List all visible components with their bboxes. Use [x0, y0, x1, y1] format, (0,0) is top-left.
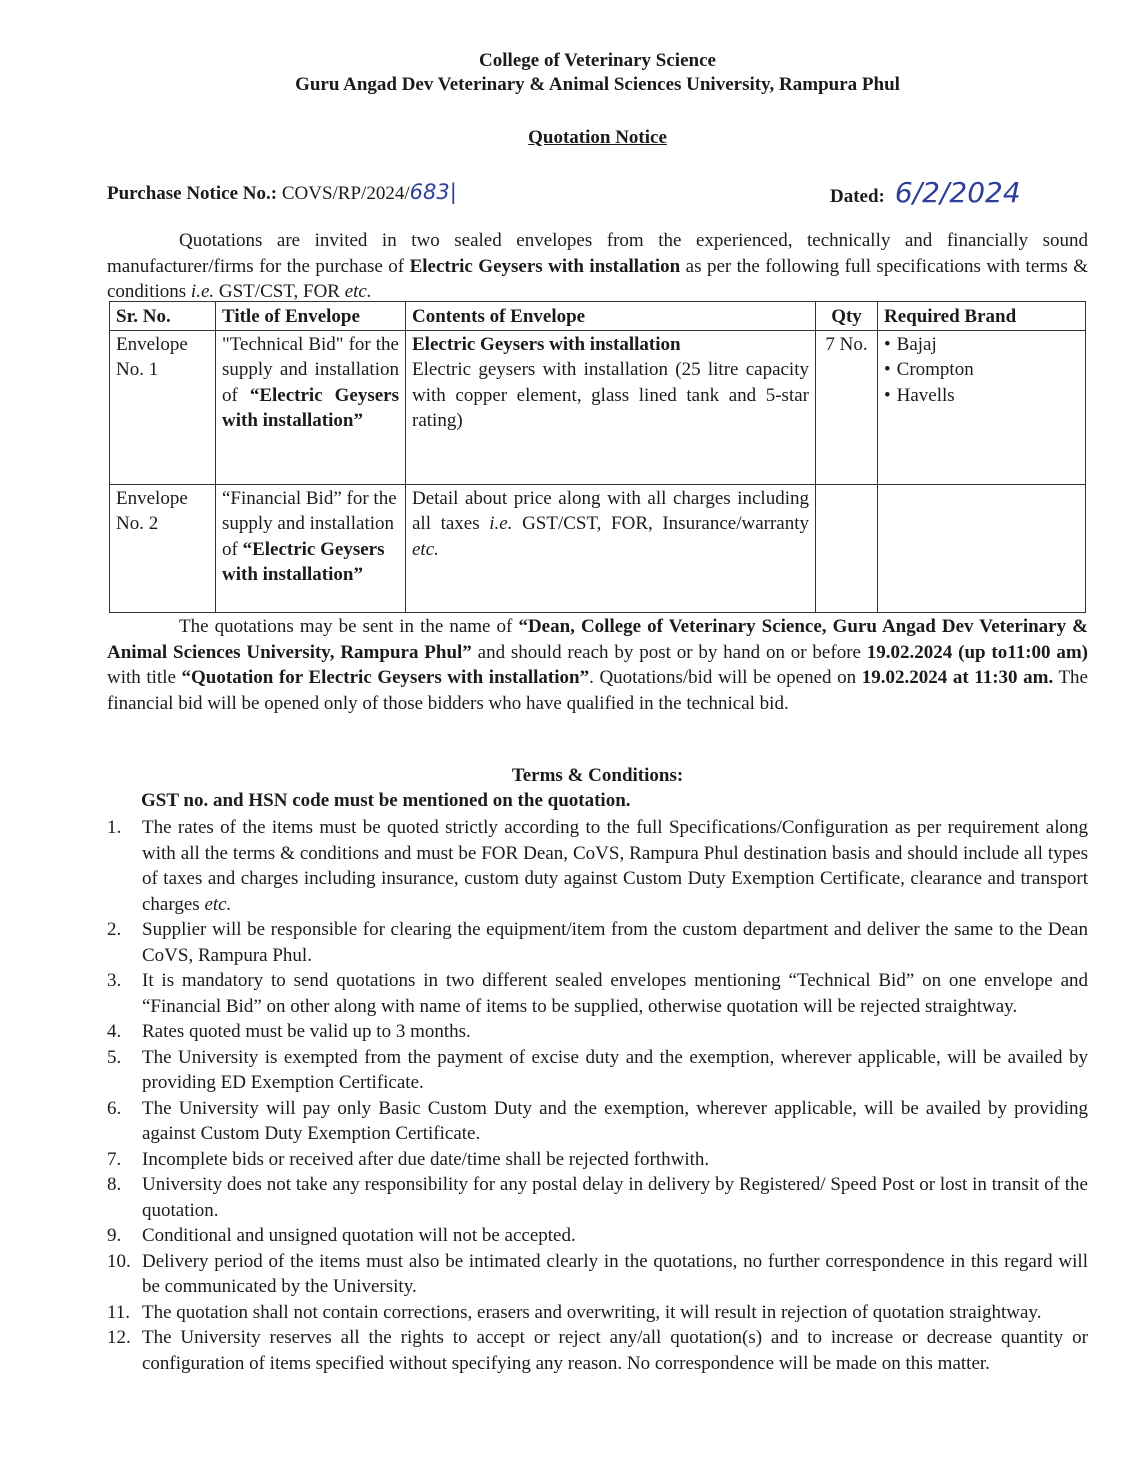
header-title: Title of Envelope [216, 302, 406, 331]
header-sr-no: Sr. No. [110, 302, 216, 331]
row2-qty [816, 484, 878, 612]
term-text: Incomplete bids or received after due date/time shall be rejected forthwith. [142, 1148, 710, 1170]
para2-deadline: 19.02.2024 (up to11:00 am) [866, 641, 1089, 663]
row2-title-bold: “Electric Geysers with installation” [222, 538, 385, 585]
row2-title [216, 484, 406, 612]
header-brand: Required Brand [878, 302, 1086, 331]
row2-contents-text-2: GST/CST, FOR, Insurance/warranty [512, 513, 810, 534]
intro-text-1: Quotations are invited in two sealed envelopes from the experienced, technically and financially sound manufacturer/firms for the purchase of [107, 230, 1088, 277]
brand-list [884, 332, 1079, 409]
para2-text-5: The financial bid will be opened only of those bidders who have qualified in the technical bid. [107, 667, 1088, 714]
row2-sr-no: Envelope No. 2 [110, 484, 216, 612]
row1-contents [406, 330, 816, 484]
handwritten-notice-number: 683| [409, 180, 457, 204]
para2-text-2: and should reach by post or by hand on or before [471, 641, 867, 663]
row1-qty: 7 No. [816, 330, 878, 484]
intro-ie: i.e. [190, 281, 215, 302]
intro-text-3: GST/CST, FOR [214, 281, 345, 302]
term-text: Rates quoted must be valid up to 3 months. [142, 1021, 471, 1042]
purchase-notice-number [107, 180, 457, 205]
list-item [107, 1096, 1088, 1147]
term-number: 5. [107, 1046, 122, 1068]
row2-contents-ie: i.e. [489, 513, 513, 534]
intro-paragraph [107, 228, 1088, 305]
university-name: Guru Angad Dev Veterinary & Animal Sciences University, Rampura Phul [295, 74, 900, 95]
row1-title-text: "Technical Bid" for the supply and installation of [222, 333, 399, 406]
list-item [107, 1223, 1088, 1249]
specification-table [109, 301, 1086, 613]
intro-item-name: Electric Geysers with installation [409, 255, 681, 277]
term-text: The quotation shall not contain corrections, erasers and overwriting, it will result in rejection of quotation straightway. [142, 1301, 1042, 1323]
term-text: It is mandatory to send quotations in two different sealed envelopes mentioning “Technical Bid” on one envelope and “Financial Bid” on other along with name of items to be supplied, otherwise quotation will be rejected straightway. [142, 970, 1088, 1017]
para2-opening-time: 19.02.2024 at 11:30 am. [861, 667, 1054, 688]
brand-item: • Havells [884, 383, 1079, 409]
brand-item: • Bajaj [884, 332, 1079, 358]
row1-title-bold: “Electric Geysers with installation” [222, 384, 400, 431]
term-number: 7. [107, 1148, 122, 1170]
term-text: The University reserves all the rights to accept or reject any/all quotation(s) and to increase or decrease quantity or configuration of items specified without specifying any reason. No correspondence will be made on this matter. [142, 1327, 1088, 1374]
brand-item: • Crompton [884, 357, 1079, 383]
list-item [107, 968, 1088, 1019]
term-text: Delivery period of the items must also be intimated clearly in the quotations, no further correspondence in this regard will be communicated by the University. [142, 1250, 1088, 1297]
term-text: University does not take any responsibility for any postal delay in delivery by Registered/ Speed Post or lost in transit of the quotation. [142, 1174, 1088, 1221]
college-name: College of Veterinary Science [479, 50, 716, 71]
list-item [107, 815, 1088, 917]
terms-title: Terms & Conditions: [511, 765, 684, 786]
row2-brands [878, 484, 1086, 612]
term-text: The rates of the items must be quoted strictly according to the full Specifications/Configuration as per requirement along with all the terms & conditions and must be FOR Dean, CoVS, Rampura Phul destination basis and should include all types of taxes and charges including insurance, custom duty against Custom Duty Exemption Certificate, clearance and transport charges [142, 817, 1088, 915]
list-item [107, 1045, 1088, 1096]
term-number: 10. [107, 1250, 131, 1272]
intro-etc: etc. [344, 281, 372, 302]
term-text: Conditional and unsigned quotation will not be accepted. [142, 1225, 576, 1246]
intro-text-2: as per the following full specifications with terms & conditions [107, 255, 1088, 302]
row2-title-text: “Financial Bid” for the supply and installation of [222, 487, 397, 560]
header-contents: Contents of Envelope [406, 302, 816, 331]
list-item [107, 917, 1088, 968]
row2-contents-text-1: Detail about price along with all charges including all taxes [412, 487, 809, 534]
row2-contents-etc: etc. [412, 538, 439, 560]
term-number: 1. [107, 817, 122, 838]
term-number: 6. [107, 1097, 122, 1119]
term-number: 12. [107, 1327, 131, 1348]
notice-title: Quotation Notice [528, 127, 667, 148]
term-text: The University will pay only Basic Custom Duty and the exemption, wherever applicable, will be availed by providing against Custom Duty Exemption Certificate. [142, 1097, 1088, 1144]
term-number: 11. [107, 1301, 131, 1323]
table-row [110, 330, 1086, 484]
purchase-notice-label: Purchase Notice No.: [107, 183, 278, 204]
row2-contents [406, 484, 816, 612]
para2-addressee: “Dean, College of Veterinary Science, Guru Angad Dev Veterinary & Animal Sciences University, Rampura Phul” [107, 616, 1088, 663]
list-item [107, 1249, 1088, 1300]
row1-title [216, 330, 406, 484]
term-number: 2. [107, 919, 122, 940]
submission-paragraph [107, 614, 1088, 716]
notice-date [830, 176, 1021, 209]
list-item [107, 1172, 1088, 1223]
gst-note: GST no. and HSN code must be mentioned on the quotation. [141, 790, 631, 811]
table-row [110, 484, 1086, 612]
row1-sr-no: Envelope No. 1 [110, 330, 216, 484]
term-number: 3. [107, 970, 122, 991]
para2-text-4: . Quotations/bid will be opened on [589, 667, 862, 688]
term-number: 4. [107, 1021, 122, 1042]
row1-brands [878, 330, 1086, 484]
para2-text-3: with title [107, 667, 182, 688]
term-number: 8. [107, 1174, 122, 1195]
header-qty: Qty [816, 302, 878, 331]
term-text: Supplier will be responsible for clearing the equipment/item from the custom department and deliver the same to the Dean CoVS, Rampura Phul. [142, 919, 1088, 966]
term-text: The University is exempted from the payment of excise duty and the exemption, wherever applicable, will be availed by providing ED Exemption Certificate. [142, 1046, 1088, 1093]
para2-text-1: The quotations may be sent in the name of [179, 616, 519, 637]
table-header-row [110, 302, 1086, 331]
list-item [107, 1147, 1088, 1173]
list-item [107, 1300, 1088, 1326]
row1-contents-heading: Electric Geysers with installation [412, 333, 681, 355]
term-number: 9. [107, 1225, 122, 1246]
terms-list [107, 815, 1088, 1376]
row1-contents-text: Electric geysers with installation (25 litre capacity with copper element, glass lined tank and 5-star rating) [412, 359, 809, 431]
handwritten-date: 6/2/2024 [894, 176, 1021, 209]
para2-envelope-title: “Quotation for Electric Geysers with installation” [181, 667, 590, 688]
list-item [107, 1019, 1088, 1045]
list-item [107, 1325, 1088, 1376]
purchase-notice-prefix: COVS/RP/2024/ [277, 183, 410, 204]
dated-label: Dated: [830, 186, 885, 207]
term-etc: etc. [204, 893, 232, 915]
